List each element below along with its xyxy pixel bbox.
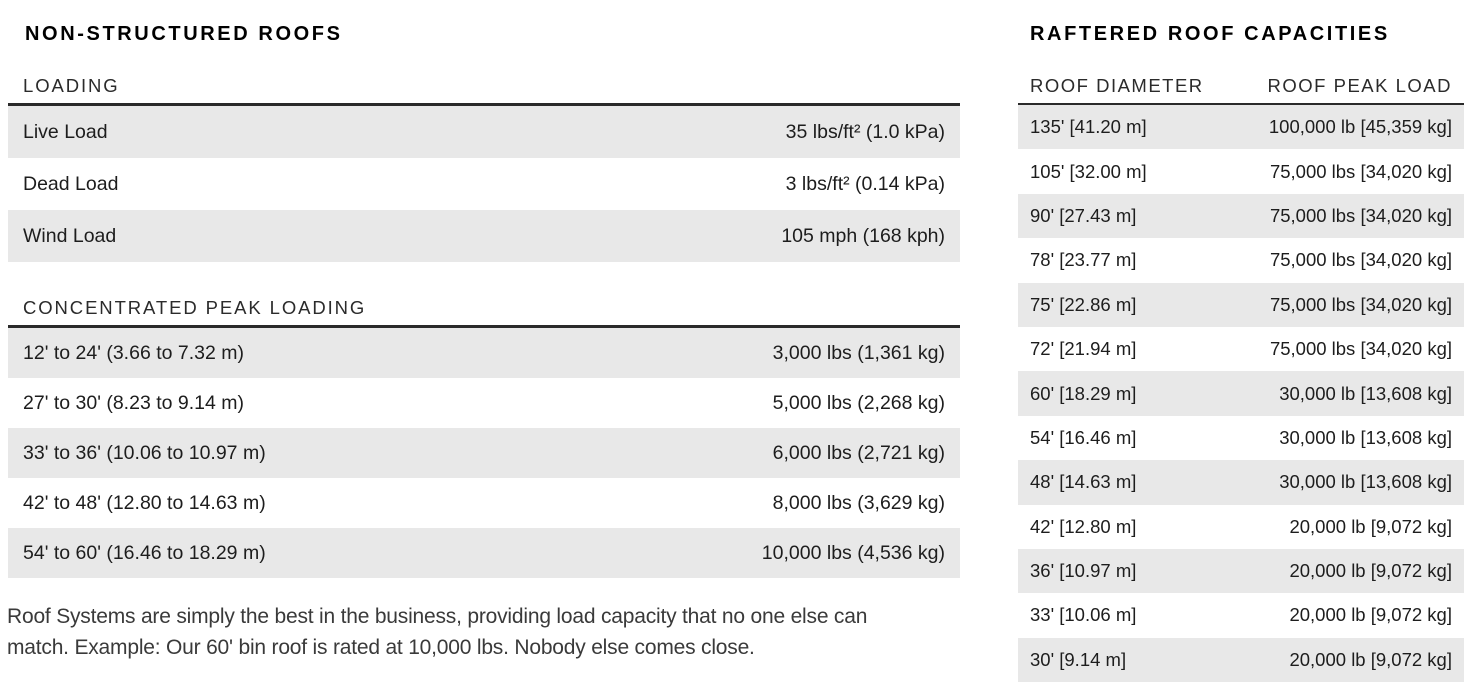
capacities-table-row-diameter: 78' [23.77 m]: [1030, 249, 1137, 271]
capacities-table-row: [1018, 549, 1464, 593]
capacities-table-row-peak_load: 30,000 lb [13,608 kg]: [1279, 426, 1452, 448]
capacities-table-row-diameter: 90' [27.43 m]: [1030, 204, 1137, 226]
capacities-table-row: [1018, 327, 1464, 371]
capacities-table-row-diameter: 48' [14.63 m]: [1030, 471, 1137, 493]
capacities-table-row-peak_load: 75,000 lbs [34,020 kg]: [1269, 293, 1452, 315]
non-structured-roofs-title: NON-STRUCTURED ROOFS: [25, 23, 343, 45]
capacities-table-row-peak_load: 20,000 lb [9,072 kg]: [1289, 604, 1452, 626]
capacities-table-row-peak_load: 75,000 lbs [34,020 kg]: [1269, 338, 1452, 360]
concentrated-peak-loading-label: CONCENTRATED PEAK LOADING: [23, 297, 367, 318]
capacities-table-row: [1018, 593, 1464, 637]
loading-table-row-label: Wind Load: [23, 224, 117, 247]
capacities-table-row-diameter: 75' [22.86 m]: [1030, 293, 1137, 315]
loading-table-row: [8, 106, 960, 158]
loading-section-label: LOADING: [23, 75, 120, 96]
capacities-table-row-diameter: 54' [16.46 m]: [1030, 426, 1137, 448]
capacities-table-row-peak_load: 75,000 lbs [34,020 kg]: [1269, 204, 1452, 226]
peak-loading-table-row: [8, 478, 960, 528]
peak-loading-table-row-label: 33' to 36' (10.06 to 10.97 m): [23, 441, 266, 464]
capacities-table-row-diameter: 36' [10.97 m]: [1030, 560, 1137, 582]
capacities-table-row: [1018, 371, 1464, 415]
loading-table-row-value: 35 lbs/ft² (1.0 kPa): [785, 120, 945, 143]
capacities-table-row-peak_load: 75,000 lbs [34,020 kg]: [1269, 249, 1452, 271]
column-header-roof-diameter: ROOF DIAMETER: [1030, 75, 1204, 96]
capacities-table-row: [1018, 149, 1464, 193]
loading-table-body: [8, 106, 960, 262]
peak-loading-table-row-value: 6,000 lbs (2,721 kg): [772, 441, 945, 464]
capacities-table-row: [1018, 283, 1464, 327]
capacities-table-row-diameter: 105' [32.00 m]: [1030, 160, 1147, 182]
capacities-table-row-diameter: 60' [18.29 m]: [1030, 382, 1137, 404]
capacities-table-row-peak_load: 20,000 lb [9,072 kg]: [1289, 560, 1452, 582]
capacities-table-row-peak_load: 20,000 lb [9,072 kg]: [1289, 648, 1452, 670]
footer-paragraph: [7, 601, 957, 663]
capacities-table-row: [1018, 638, 1464, 682]
raftered-roof-capacities-title: RAFTERED ROOF CAPACITIES: [1030, 23, 1390, 45]
capacities-table-header-row: [1018, 75, 1464, 97]
capacities-table-row-diameter: 72' [21.94 m]: [1030, 338, 1137, 360]
capacities-table-row-peak_load: 30,000 lb [13,608 kg]: [1279, 471, 1452, 493]
capacities-table-body: [1018, 105, 1464, 682]
capacities-table-row-peak_load: 75,000 lbs [34,020 kg]: [1269, 160, 1452, 182]
peak-loading-table-row-label: 42' to 48' (12.80 to 14.63 m): [23, 491, 266, 514]
loading-table-row-value: 105 mph (168 kph): [781, 224, 945, 247]
capacities-table-row-diameter: 30' [9.14 m]: [1030, 648, 1127, 670]
loading-table-row: [8, 210, 960, 262]
footer-line-1: Roof Systems are simply the best in the business, providing load capacity that no one else can: [7, 605, 868, 628]
peak-loading-table-row: [8, 328, 960, 378]
peak-loading-table-row: [8, 428, 960, 478]
peak-loading-table-row-value: 10,000 lbs (4,536 kg): [761, 541, 945, 564]
peak-loading-table-body: [8, 328, 960, 578]
peak-loading-table-row-label: 27' to 30' (8.23 to 9.14 m): [23, 391, 244, 414]
capacities-table-row: [1018, 460, 1464, 504]
peak-loading-table-row-label: 54' to 60' (16.46 to 18.29 m): [23, 541, 266, 564]
capacities-table-row-diameter: 135' [41.20 m]: [1030, 116, 1147, 138]
capacities-table-row-peak_load: 20,000 lb [9,072 kg]: [1289, 515, 1452, 537]
loading-table-row-value: 3 lbs/ft² (0.14 kPa): [785, 172, 945, 195]
loading-table-row-label: Dead Load: [23, 172, 119, 195]
capacities-table-row: [1018, 416, 1464, 460]
capacities-table-row: [1018, 505, 1464, 549]
loading-table-row-label: Live Load: [23, 120, 108, 143]
capacities-table-row: [1018, 238, 1464, 282]
capacities-table-row-diameter: 42' [12.80 m]: [1030, 515, 1137, 537]
column-header-roof-peak-load: ROOF PEAK LOAD: [1267, 75, 1452, 96]
capacities-table-row-diameter: 33' [10.06 m]: [1030, 604, 1137, 626]
peak-loading-table-row-label: 12' to 24' (3.66 to 7.32 m): [23, 341, 244, 364]
capacities-table-row: [1018, 105, 1464, 149]
footer-line-2: match. Example: Our 60' bin roof is rated at 10,000 lbs. Nobody else comes close.: [7, 636, 755, 659]
loading-table-row: [8, 158, 960, 210]
capacities-table-row-peak_load: 30,000 lb [13,608 kg]: [1279, 382, 1452, 404]
peak-loading-table-row-value: 8,000 lbs (3,629 kg): [772, 491, 945, 514]
peak-loading-table-row-value: 3,000 lbs (1,361 kg): [772, 341, 945, 364]
peak-loading-table-row-value: 5,000 lbs (2,268 kg): [772, 391, 945, 414]
capacities-table-row: [1018, 194, 1464, 238]
peak-loading-table-row: [8, 378, 960, 428]
peak-loading-table-row: [8, 528, 960, 578]
capacities-table-row-peak_load: 100,000 lb [45,359 kg]: [1268, 116, 1452, 138]
